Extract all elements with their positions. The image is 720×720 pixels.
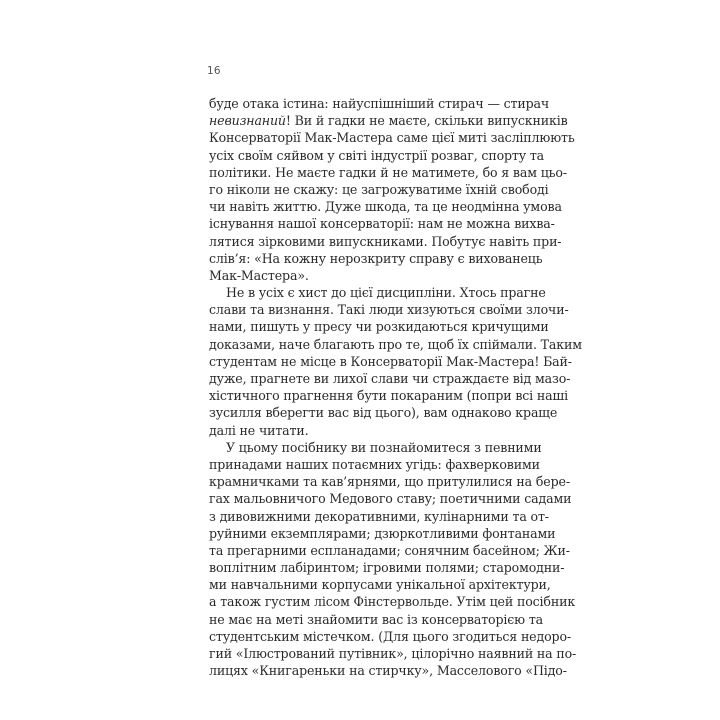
text-run: Мак-Мастера».: [209, 267, 309, 283]
text-run: руйними екземплярами; дзюркотливими фонтанами: [209, 525, 556, 541]
text-run: лятися зірковими випускниками. Побутує навіть при-: [209, 233, 562, 249]
text-line: [209, 95, 550, 112]
text-run: лицях «Книгареньки на стирчку», Масселового «Підо-: [209, 663, 567, 679]
text-line: [209, 147, 545, 164]
text-line: [209, 267, 512, 284]
text-line: [209, 233, 562, 250]
paragraph: [209, 95, 575, 284]
text-run: принадами наших потаємних угідь: фахверковими: [209, 456, 540, 472]
text-run: хістичного прагнення бути покараним (попри всі наші: [209, 388, 568, 404]
text-run: чи навіть життю. Дуже шкода, та це неодмінна умова: [209, 199, 562, 215]
text-line: [209, 164, 567, 181]
text-run: нами, пишуть у пресу чи розкидаються кричущими: [209, 319, 549, 335]
text-line: [209, 628, 571, 645]
text-line: [209, 525, 556, 542]
text-line: [209, 336, 582, 353]
text-line: [209, 250, 543, 267]
text-run: усіх своїм сяйвом у світі індустрії розваг, спорту та: [209, 147, 545, 163]
text-run: політики. Не маєте гадки й не матимете, бо я вам цьо-: [209, 164, 567, 180]
text-line: [209, 318, 549, 335]
text-line: [209, 301, 569, 318]
text-line: [209, 593, 576, 610]
text-run: гах мальовничого Медового ставу; поетичними садами: [209, 491, 572, 507]
text-line: [209, 284, 546, 301]
text-line: [209, 611, 544, 628]
text-line: [209, 370, 571, 387]
text-line: [209, 508, 549, 525]
text-line: [209, 490, 572, 507]
text-line: [209, 387, 568, 404]
text-line: [209, 456, 540, 473]
body-text: [209, 95, 582, 679]
text-run: дуже, прагнете ви лихої слави чи страждаєте від мазо-: [209, 371, 571, 386]
text-run: існування нашої консерваторії: нам не можна вихва-: [209, 216, 555, 232]
text-line: [209, 559, 565, 576]
text-run: з дивовижними декоративними, кулінарними та от-: [209, 508, 549, 524]
text-run: Консерваторії Мак-Мастера саме цієї миті засліплюють: [209, 130, 575, 146]
italic-text: невизнаний: [209, 113, 286, 129]
text-run: а також густим лісом Фінстервольде. Утім цей посібник: [209, 594, 576, 610]
text-line: [209, 215, 555, 232]
text-line: [209, 645, 577, 662]
text-line: [209, 112, 568, 129]
text-run: та прегарними еспланадами; сонячним басейном; Жи-: [209, 542, 570, 558]
text-run: зусилля вберегти вас від цього), вам однаково краще: [209, 405, 558, 421]
text-run: У цьому посібнику ви познайомитеся з певними: [226, 439, 542, 455]
text-run: далі не читати.: [209, 422, 309, 438]
text-run: буде отака істина: найуспішніший стирач — стирач: [209, 96, 550, 111]
text-line: [209, 542, 570, 559]
text-run: Не в усіх є хист до цієї дисципліни. Хтось прагне: [226, 285, 546, 301]
text-line: [209, 181, 549, 198]
text-line: [209, 129, 575, 146]
paragraph: [209, 284, 582, 439]
text-run: крамничками та кав’ярнями, що притулилися на бере-: [209, 474, 570, 490]
paragraph: [209, 439, 577, 680]
text-run: го ніколи не скажу: це загрожуватиме їхній свободі: [209, 181, 549, 197]
text-run: не має на меті знайомити вас із консерваторією та: [209, 611, 544, 627]
text-run: доказами, наче благають про те, щоб їх спіймали. Таким: [209, 336, 582, 352]
page-number: 16: [207, 65, 221, 77]
text-run: слів’я: «На кожну нерозкриту справу є вихованець: [209, 250, 543, 266]
text-line: [209, 422, 512, 439]
text-run: студентам не місце в Консерваторії Мак-Мастера! Бай-: [209, 353, 572, 369]
text-run: ! Ви й гадки не маєте, скільки випускників: [285, 113, 568, 129]
text-line: [209, 473, 570, 490]
text-run: ми навчальними корпусами унікальної архітектури,: [209, 577, 551, 593]
text-line: [209, 198, 562, 215]
text-run: слави та визнання. Такі люди хизуються своїми злочи-: [209, 302, 569, 318]
text-line: [209, 662, 567, 679]
text-line: [209, 576, 551, 593]
text-run: гий «Ілюстрований путівник», цілорічно наявний на по-: [209, 646, 577, 661]
text-line: [209, 439, 542, 456]
text-run: студентським містечком. (Для цього згодиться недоро-: [209, 628, 571, 644]
text-line: [209, 353, 572, 370]
text-line: [209, 404, 558, 421]
text-run: воплітним лабіринтом; ігровими полями; старомодни-: [209, 560, 565, 576]
